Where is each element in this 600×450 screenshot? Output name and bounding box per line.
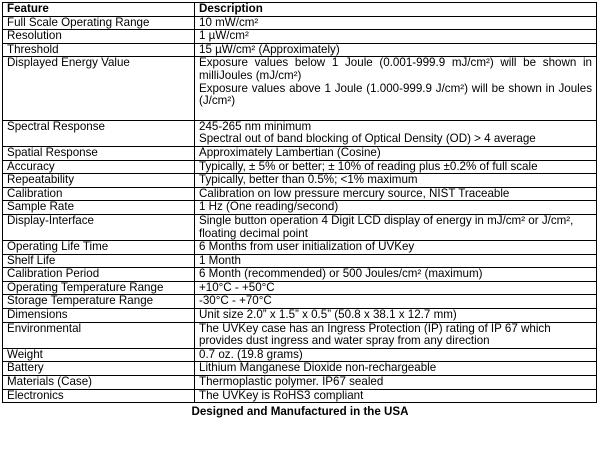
description-cell [195, 16, 597, 30]
feature-cell: Operating Temperature Range [3, 281, 195, 295]
feature-cell: Spectral Response [3, 120, 195, 146]
table-row [3, 174, 597, 188]
description-cell [195, 187, 597, 201]
description-cell [195, 389, 597, 403]
table-row [3, 146, 597, 160]
description-cell [195, 201, 597, 215]
description-cell [195, 348, 597, 362]
feature-cell: Repeatability [3, 174, 195, 188]
feature-cell: Operating Life Time [3, 241, 195, 255]
table-row [3, 376, 597, 390]
description-line: +10°C - +50°C [199, 280, 275, 294]
description-line: 245-265 nm minimum [199, 119, 312, 133]
description-line: Exposure values below 1 Joule (0.001-999.9 mJ/cm²) will be shown in milliJoules (mJ/cm²) [199, 56, 592, 82]
description-line: The UVKey is RoHS3 compliant [199, 388, 364, 402]
feature-cell: Battery [3, 362, 195, 376]
description-line: 0.7 oz. (19.8 grams) [199, 347, 303, 361]
table-row [3, 201, 597, 215]
description-cell [195, 57, 597, 120]
description-line: -30°C - +70°C [199, 294, 272, 308]
feature-cell: Accuracy [3, 160, 195, 174]
description-line: Single button operation 4 Digit LCD display of energy in mJ/cm² or J/cm², floating decimal point [199, 213, 574, 240]
description-cell [195, 254, 597, 268]
feature-cell: Display-Interface [3, 214, 195, 240]
table-row [3, 362, 597, 376]
table-row [3, 348, 597, 362]
feature-cell: Calibration Period [3, 268, 195, 282]
description-line: Exposure values above 1 Joule (1.000-999.9 J/cm²) will be shown in Joules (J/cm²) [199, 81, 592, 108]
feature-cell: Resolution [3, 30, 195, 44]
description-cell [195, 309, 597, 323]
feature-cell: Calibration [3, 187, 195, 201]
table-body [3, 16, 597, 403]
description-cell [195, 281, 597, 295]
description-line: 6 Months from user initialization of UVKey [199, 240, 415, 254]
description-line: Approximately Lambertian (Cosine) [199, 145, 381, 159]
description-line: 10 mW/cm² [199, 15, 259, 29]
description-cell [195, 43, 597, 57]
description-line: 6 Month (recommended) or 500 Joules/cm² (maximum) [199, 267, 483, 281]
feature-cell: Environmental [3, 322, 195, 348]
description-cell [195, 268, 597, 282]
feature-cell: Storage Temperature Range [3, 295, 195, 309]
feature-cell: Sample Rate [3, 201, 195, 215]
footer-note: Designed and Manufactured in the USA [191, 405, 409, 419]
description-line: Lithium Manganese Dioxide non-rechargeable [199, 361, 437, 375]
table-row [3, 309, 597, 323]
table-row [3, 16, 597, 30]
description-cell [195, 241, 597, 255]
table-row [3, 295, 597, 309]
table-row [3, 214, 597, 240]
table-row [3, 281, 597, 295]
table-row [3, 254, 597, 268]
feature-cell: Full Scale Operating Range [3, 16, 195, 30]
description-cell [195, 146, 597, 160]
feature-cell: Spatial Response [3, 146, 195, 160]
feature-cell: Electronics [3, 389, 195, 403]
description-cell [195, 362, 597, 376]
description-line: Spectral out of band blocking of Optical Density (OD) > 4 average [199, 132, 536, 146]
table-row [3, 160, 597, 174]
table-row [3, 30, 597, 44]
description-cell [195, 160, 597, 174]
description-line: The UVKey case has an Ingress Protection (IP) rating of IP 67 which provides dust ingress and water spray from any direction [199, 321, 551, 348]
table-row [3, 120, 597, 146]
description-line: 15 µW/cm² (Approximately) [199, 42, 340, 56]
description-line: Typically, better than 0.5%; <1% maximum [199, 173, 418, 187]
feature-cell: Materials (Case) [3, 376, 195, 390]
spec-sheet [0, 2, 600, 418]
table-row [3, 322, 597, 348]
table-row [3, 43, 597, 57]
feature-cell: Displayed Energy Value [3, 57, 195, 120]
description-line: Typically, ± 5% or better; ± 10% of reading plus ±0.2% of full scale [199, 159, 538, 173]
feature-cell: Dimensions [3, 309, 195, 323]
description-cell [195, 376, 597, 390]
description-line: 1 Month [199, 253, 241, 267]
cell-spacer [199, 108, 592, 120]
table-row [3, 241, 597, 255]
description-line: Thermoplastic polymer. IP67 sealed [199, 375, 384, 389]
description-line: 1 µW/cm² [199, 29, 249, 43]
description-cell [195, 322, 597, 348]
table-row [3, 57, 597, 120]
description-cell [195, 174, 597, 188]
description-cell [195, 30, 597, 44]
feature-cell: Threshold [3, 43, 195, 57]
description-line: Unit size 2.0” x 1.5” x 0.5” (50.8 x 38.1 x 12.7 mm) [199, 308, 457, 322]
description-cell [195, 214, 597, 240]
table-row [3, 268, 597, 282]
table-row [3, 389, 597, 403]
header-feature: Feature [3, 3, 195, 17]
feature-cell: Shelf Life [3, 254, 195, 268]
header-description: Description [195, 3, 597, 17]
description-cell [195, 120, 597, 146]
feature-cell: Weight [3, 348, 195, 362]
table-header-row [3, 3, 597, 17]
specifications-table [2, 2, 597, 403]
description-line: 1 Hz (One reading/second) [199, 200, 339, 214]
table-row [3, 187, 597, 201]
description-cell [195, 295, 597, 309]
description-line: Calibration on low pressure mercury source, NIST Traceable [199, 186, 510, 200]
